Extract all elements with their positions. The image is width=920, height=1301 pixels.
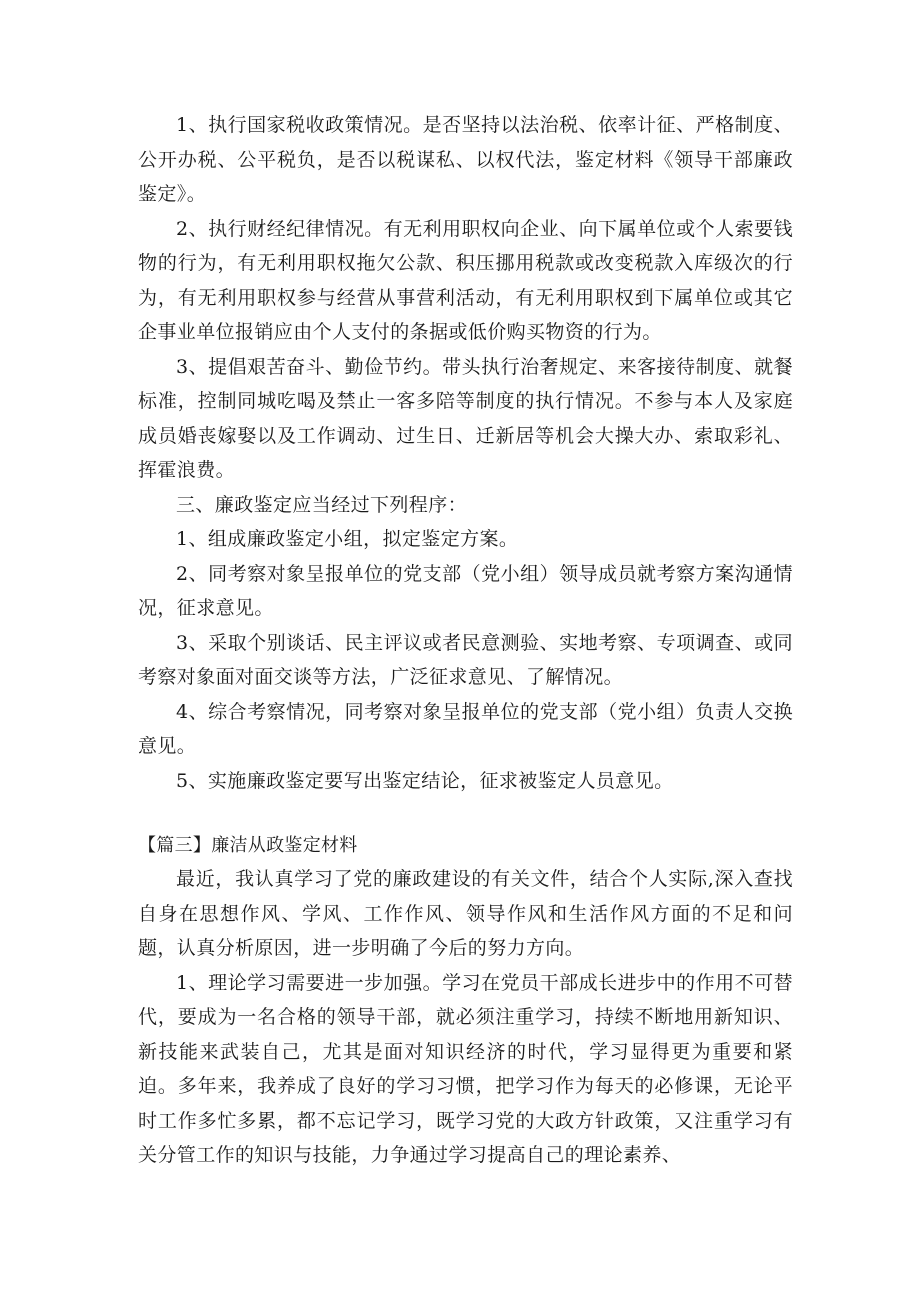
document-page — [138, 108, 793, 1173]
paragraph-procedure-3: 3、采取个别谈话、民主评议或者民意测验、实地考察、专项调查、或同考察对象面对面交谈等方法，广泛征求意见、了解情况。 — [138, 631, 793, 688]
paragraph-procedure-4: 4、综合考察情况，同考察对象呈报单位的党支部（党小组）负责人交换意见。 — [138, 700, 793, 757]
paragraph-frugality: 3、提倡艰苦奋斗、勤俭节约。带头执行治奢规定、来客接待制度、就餐标准，控制同城吃喝及禁止一客多陪等制度的执行情况。不参与本人及家庭成员婚丧嫁娶以及工作调动、过生日、迁新居等机会大操大办、索取彩礼、挥霍浪费。 — [138, 355, 793, 481]
paragraph-procedure-1: 1、组成廉政鉴定小组，拟定鉴定方案。 — [176, 528, 519, 550]
paragraph-tax-policy: 1、执行国家税收政策情况。是否坚持以法治税、依率计征、严格制度、公开办税、公平税负，是否以税谋私、以权代法，鉴定材料《领导干部廉政鉴定》。 — [138, 114, 793, 205]
paragraph-intro: 最近，我认真学习了党的廉政建设的有关文件，结合个人实际,深入查找自身在思想作风、学风、工作作风、领导作风和生活作风方面的不足和问题，认真分析原因，进一步明确了今后的努力方向。 — [138, 868, 793, 959]
paragraph-procedure-heading: 三、廉政鉴定应当经过下列程序： — [176, 493, 468, 516]
paragraph-theory-study: 1、理论学习需要进一步加强。学习在党员干部成长进步中的作用不可替代，要成为一名合格的领导干部，就必须注重学习，持续不断地用新知识、新技能来武装自己，尤其是面对知识经济的时代，学习显得更为重要和紧迫。多年来，我养成了良好的学习习惯，把学习作为每天的必修课，无论平时工作多忙多累，都不忘记学习，既学习党的大政方针政策，又注重学习有关分管工作的知识与技能，力争通过学习提高自己的理论素养、 — [138, 971, 793, 1166]
section-heading: 【篇三】廉洁从政鉴定材料 — [138, 835, 358, 856]
paragraph-procedure-5: 5、实施廉政鉴定要写出鉴定结论，征求被鉴定人员意见。 — [176, 769, 674, 792]
paragraph-financial-discipline: 2、执行财经纪律情况。有无利用职权向企业、向下属单位或个人索要钱物的行为，有无利用职权拖欠公款、积压挪用税款或改变税款入库级次的行为，有无利用职权参与经营从事营利活动，有无利用职权到下属单位或其它企事业单位报销应由个人支付的条据或低价购买物资的行为。 — [138, 217, 793, 343]
paragraph-procedure-2: 2、同考察对象呈报单位的党支部（党小组）领导成员就考察方案沟通情况，征求意见。 — [138, 562, 793, 619]
section-spacer — [138, 798, 793, 830]
